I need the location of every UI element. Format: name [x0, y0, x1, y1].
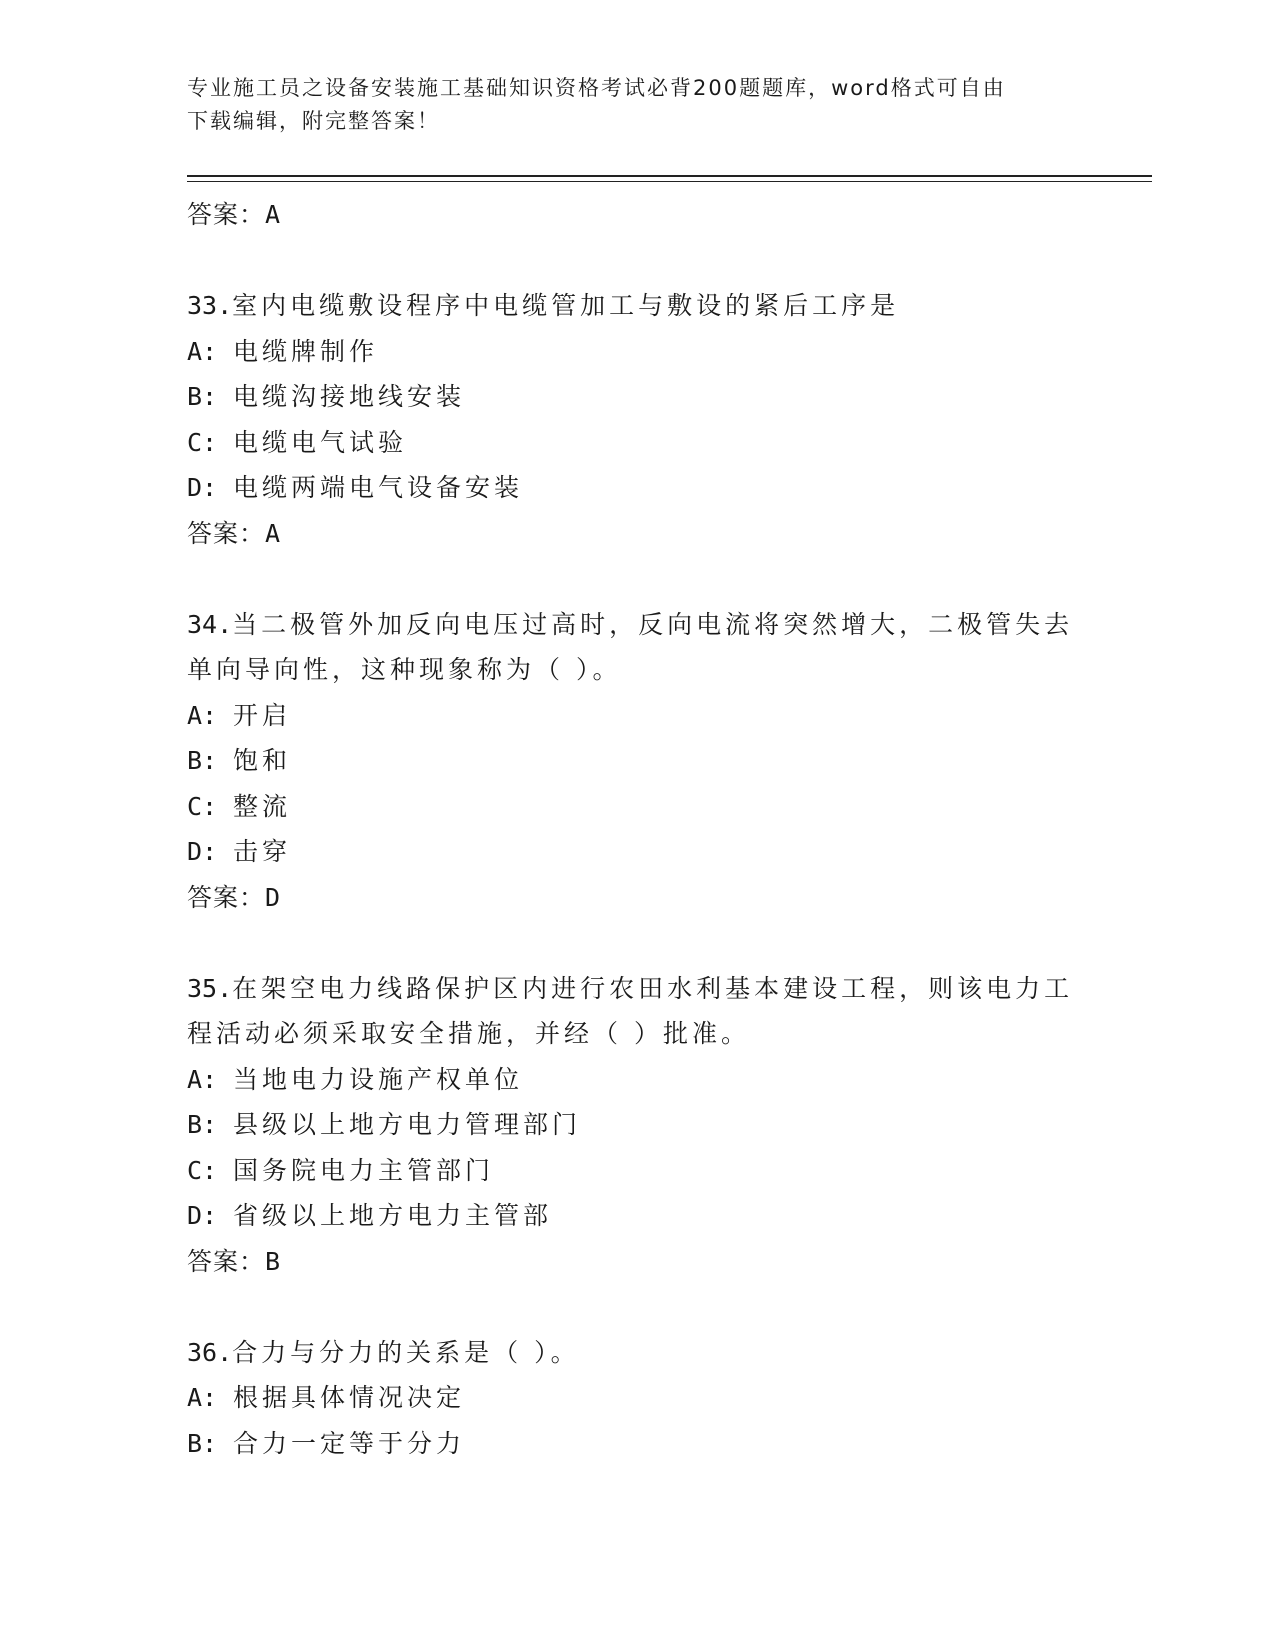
answer-label: 答案：	[187, 200, 266, 229]
block-spacer	[187, 920, 1087, 966]
option-key: D:	[187, 1201, 218, 1230]
option-key: C:	[187, 427, 218, 457]
block-spacer	[187, 238, 1087, 284]
option-text: 当地电力设施产权单位	[233, 1064, 524, 1094]
option-item	[187, 329, 1087, 375]
option-item	[187, 420, 1087, 466]
option-text: 县级以上地方电力管理部门	[233, 1110, 582, 1139]
option-key: C:	[187, 1155, 218, 1185]
option-key: A:	[187, 1064, 218, 1094]
question-text-line: 程活动必须采取安全措施，并经（ ）批准。	[187, 1019, 750, 1048]
answer-line	[187, 192, 1087, 238]
option-item	[187, 1057, 1087, 1103]
option-key: A:	[187, 1383, 218, 1412]
question-block	[187, 1330, 1087, 1467]
question-text-line: 室内电缆敷设程序中电缆管加工与敷设的紧后工序是	[232, 291, 900, 320]
block-spacer	[187, 556, 1087, 602]
option-item	[187, 693, 1087, 739]
block-spacer	[187, 1284, 1087, 1330]
answer-label: 答案：	[187, 882, 266, 912]
answer-block	[187, 192, 1087, 238]
option-key: B:	[187, 746, 218, 775]
answer-line	[187, 875, 1087, 921]
answer-label: 答案：	[187, 1246, 266, 1276]
question-number: 35.	[187, 973, 233, 1003]
answer-value: D	[265, 882, 282, 912]
option-text: 饱和	[233, 746, 292, 775]
option-item	[187, 784, 1087, 830]
option-item	[187, 465, 1087, 511]
question-number: 36.	[187, 1337, 233, 1367]
question-text-line: 合力与分力的关系是（ ）。	[232, 1337, 580, 1367]
option-text: 根据具体情况决定	[233, 1383, 466, 1412]
option-text: 省级以上地方电力主管部	[233, 1201, 553, 1230]
option-text: 电缆牌制作	[233, 336, 379, 366]
option-text: 整流	[233, 791, 292, 821]
question-text	[187, 602, 1087, 648]
answer-value: B	[265, 1246, 282, 1276]
question-number: 33.	[187, 291, 233, 320]
option-key: A:	[187, 336, 218, 366]
option-key: A:	[187, 700, 218, 730]
option-text: 国务院电力主管部门	[233, 1155, 495, 1185]
option-key: D:	[187, 473, 218, 502]
question-block	[187, 283, 1087, 556]
option-text: 击穿	[233, 837, 292, 866]
question-text	[187, 966, 1087, 1012]
option-text: 电缆沟接地线安装	[233, 382, 466, 411]
document-header	[187, 72, 1067, 138]
question-text	[187, 647, 1087, 693]
option-item	[187, 738, 1087, 784]
answer-line	[187, 1239, 1087, 1285]
option-item	[187, 1193, 1087, 1239]
question-number: 34.	[187, 609, 233, 639]
option-text: 开启	[233, 700, 292, 730]
option-key: B:	[187, 1110, 218, 1139]
question-text-line: 单向导向性，这种现象称为（ ）。	[187, 655, 622, 684]
answer-line	[187, 511, 1087, 557]
option-item	[187, 1148, 1087, 1194]
header-line-1: 专业施工员之设备安装施工基础知识资格考试必背200题题库，word格式可自由	[187, 76, 1006, 100]
option-key: B:	[187, 382, 218, 411]
question-text	[187, 283, 1087, 329]
option-key: D:	[187, 837, 218, 866]
option-text: 电缆电气试验	[233, 427, 408, 457]
option-item	[187, 1375, 1087, 1421]
option-item	[187, 829, 1087, 875]
question-text	[187, 1330, 1087, 1376]
option-item	[187, 374, 1087, 420]
header-rule-thick	[187, 175, 1152, 177]
header-rule-thin	[187, 181, 1152, 182]
question-text	[187, 1011, 1087, 1057]
question-block	[187, 602, 1087, 921]
option-key: B:	[187, 1428, 218, 1458]
option-text: 电缆两端电气设备安装	[233, 473, 524, 502]
answer-label: 答案：	[187, 518, 266, 548]
answer-value: A	[265, 518, 282, 548]
option-text: 合力一定等于分力	[233, 1428, 466, 1458]
question-list	[187, 192, 1087, 1466]
question-text-line: 在架空电力线路保护区内进行农田水利基本建设工程，则该电力工	[232, 973, 1074, 1003]
question-block	[187, 966, 1087, 1285]
option-key: C:	[187, 791, 218, 821]
question-text-line: 当二极管外加反向电压过高时，反向电流将突然增大，二极管失去	[232, 609, 1074, 639]
option-item	[187, 1421, 1087, 1467]
header-line-2: 下载编辑，附完整答案！	[187, 109, 440, 133]
option-item	[187, 1102, 1087, 1148]
answer-value: A	[265, 200, 282, 229]
